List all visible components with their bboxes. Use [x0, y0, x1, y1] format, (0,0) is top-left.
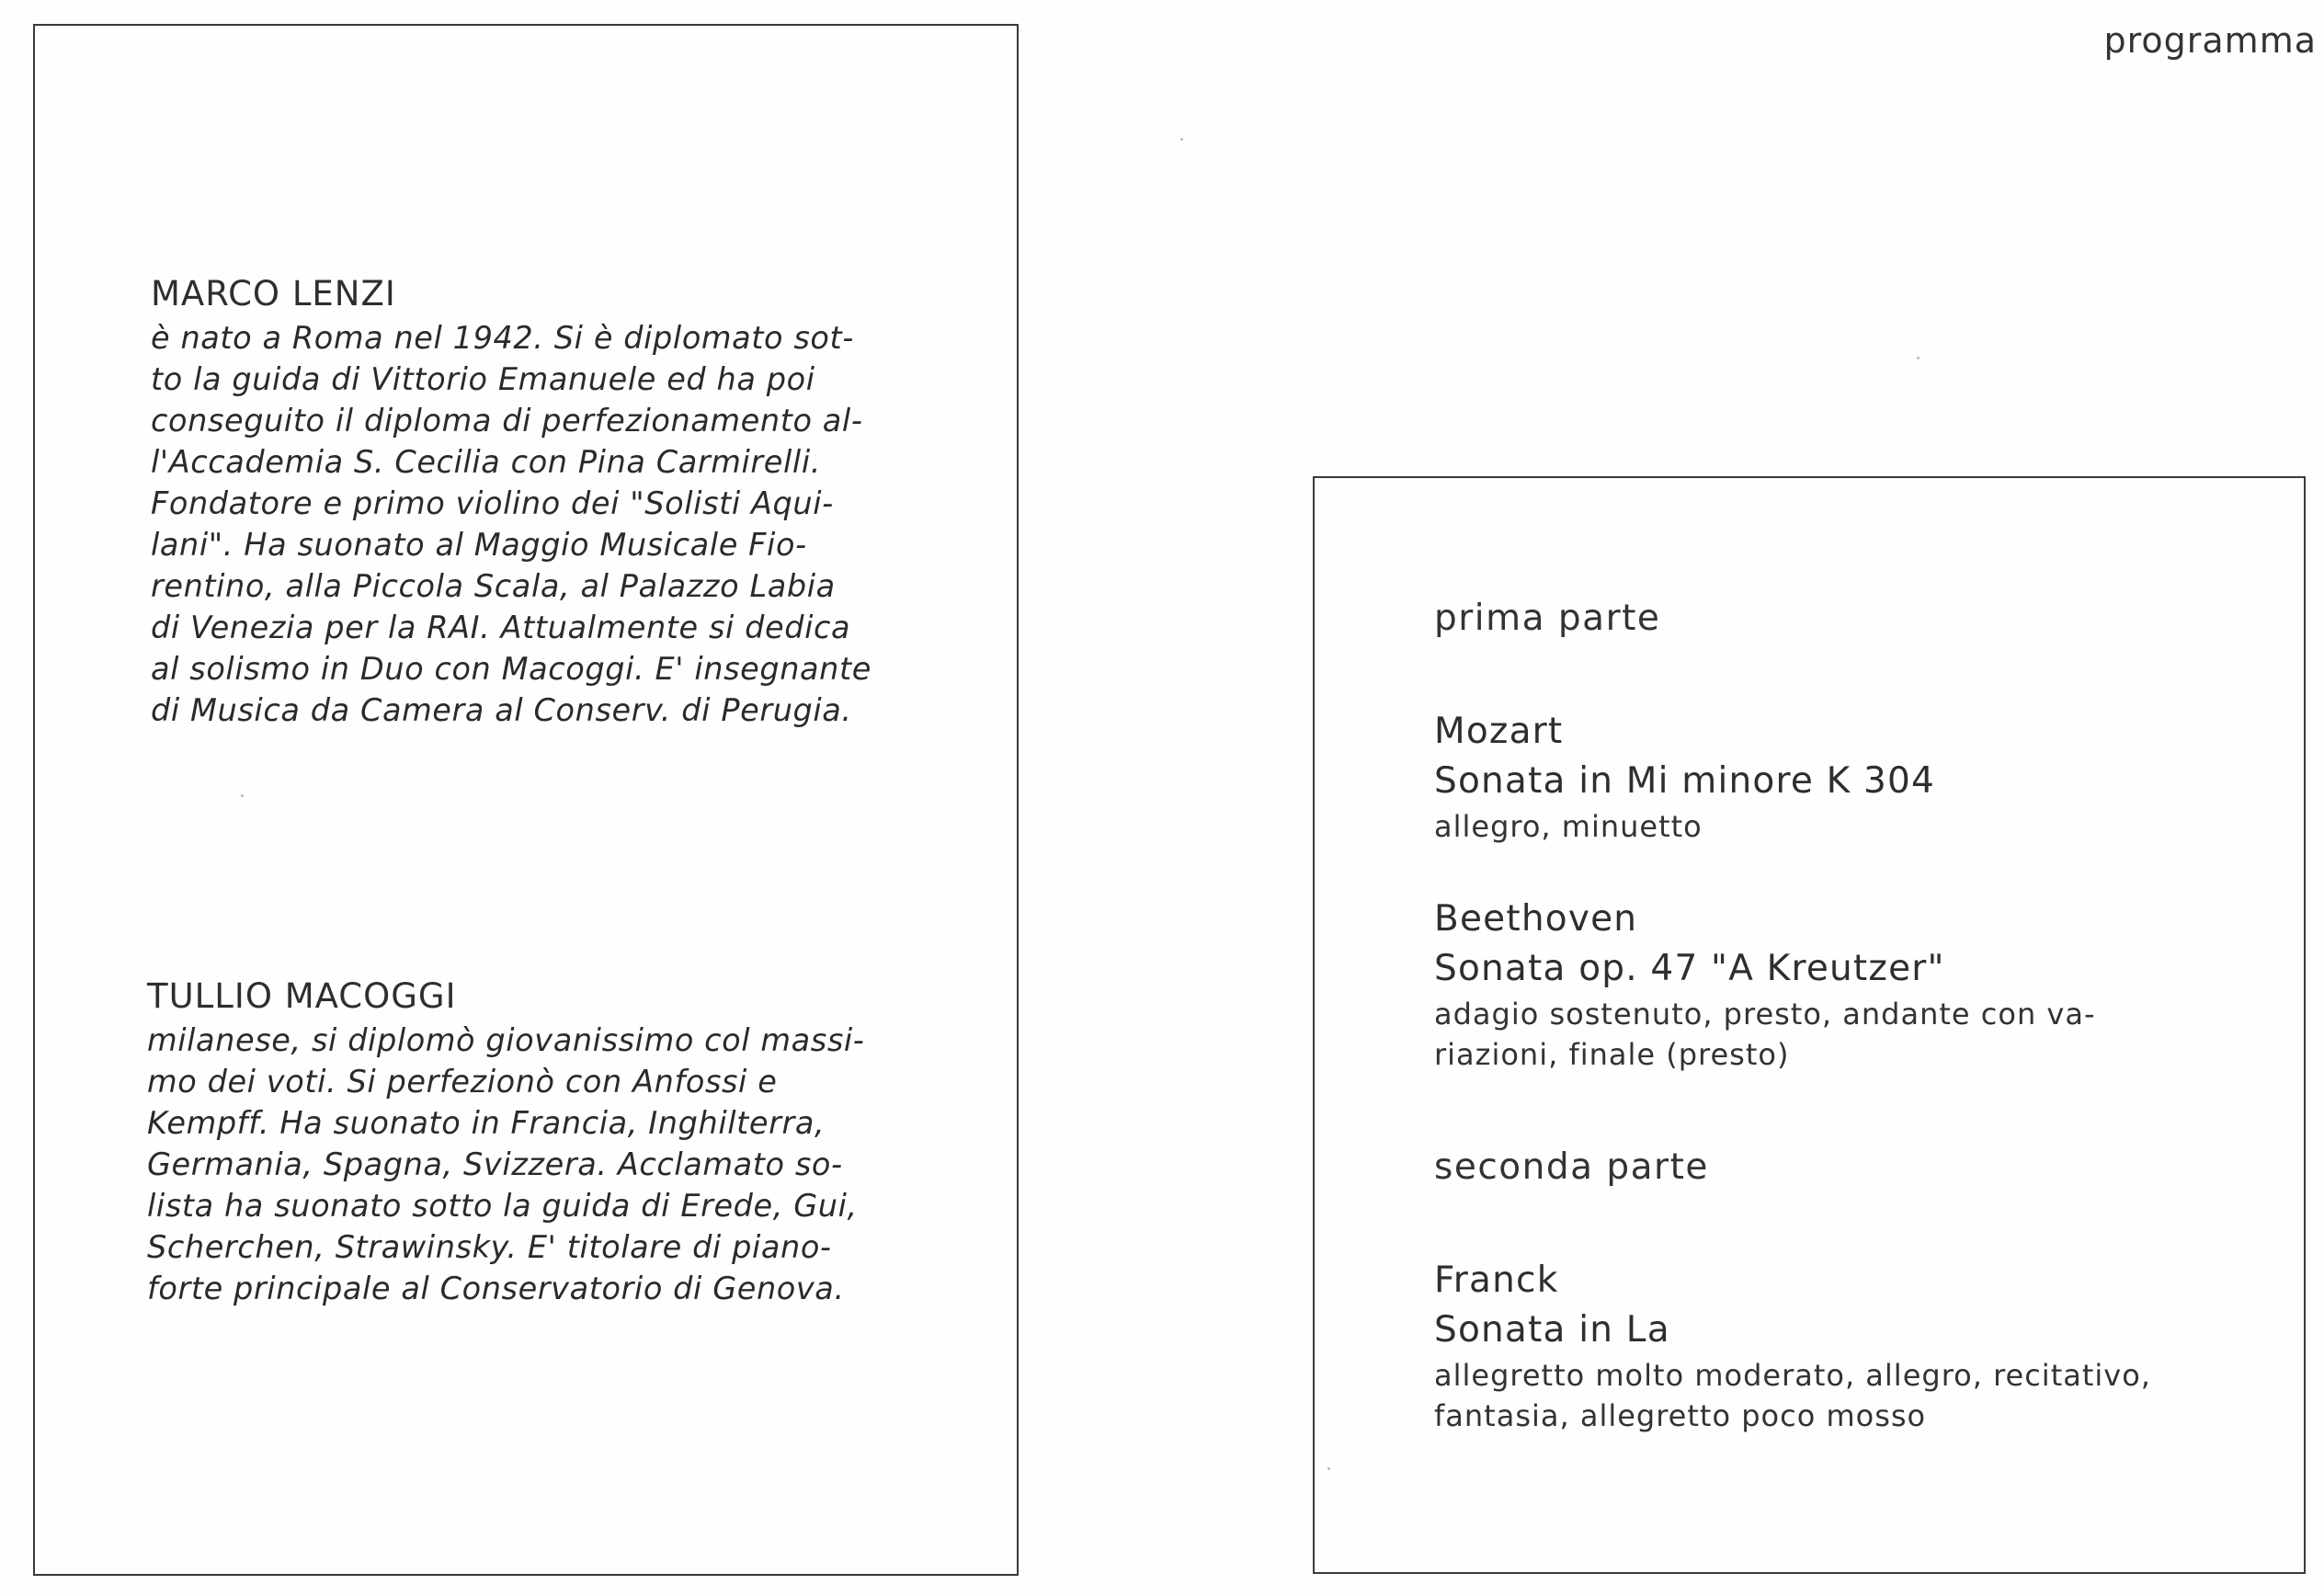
composer: Mozart	[1434, 711, 1564, 752]
bio-line: Germania, Spagna, Svizzera. Acclamato so-	[147, 1146, 843, 1182]
biography-macoggi	[147, 976, 901, 1309]
paper-speck	[1327, 1467, 1330, 1470]
movements	[1434, 994, 2243, 1075]
bio-line: Scherchen, Strawinsky. E' titolare di piano-	[147, 1229, 832, 1265]
bio-name: MARCO LENZI	[151, 274, 396, 314]
bio-line: di Venezia per la RAI. Attualmente si dedica	[151, 610, 851, 645]
bio-text	[147, 1020, 901, 1309]
work-title: Sonata in Mi minore K 304	[1434, 760, 1936, 802]
bio-line: forte principale al Conservatorio di Genova.	[147, 1271, 845, 1306]
paper-speck	[1180, 138, 1183, 141]
corner-label: programma	[2103, 20, 2317, 61]
piece-beethoven	[1434, 895, 2243, 1075]
movements	[1434, 1355, 2243, 1436]
part-heading-first: prima parte	[1434, 598, 1661, 639]
bio-line: lani". Ha suonato al Maggio Musicale Fio-	[151, 527, 807, 563]
bio-line: Fondatore e primo violino dei "Solisti Aqui-	[151, 485, 834, 521]
movement-line: allegro, minuetto	[1434, 809, 1703, 844]
movement-line: fantasia, allegretto poco mosso	[1434, 1398, 1927, 1433]
part-heading-second: seconda parte	[1434, 1146, 1709, 1188]
bio-line: è nato a Roma nel 1942. Si è diplomato sot-	[151, 320, 854, 356]
work-title: Sonata op. 47 "A Kreutzer"	[1434, 948, 1945, 989]
paper-speck	[241, 794, 244, 797]
biography-lenzi	[151, 274, 905, 731]
piece-franck	[1434, 1256, 2243, 1436]
bio-line: l'Accademia S. Cecilia con Pina Carmirelli.	[151, 444, 821, 480]
composer: Beethoven	[1434, 898, 1638, 940]
movements	[1434, 806, 2243, 847]
movement-line: riazioni, finale (presto)	[1434, 1037, 1790, 1072]
paper-speck	[1917, 357, 1920, 359]
concert-program	[1434, 598, 2243, 1436]
bio-line: di Musica da Camera al Conserv. di Perugia.	[151, 692, 852, 728]
bio-name: TULLIO MACOGGI	[147, 976, 457, 1016]
movement-line: adagio sostenuto, presto, andante con va-	[1434, 997, 2096, 1032]
bio-line: conseguito il diploma di perfezionamento al-	[151, 403, 863, 439]
bio-line: mo dei voti. Si perfezionò con Anfossi e	[147, 1064, 778, 1100]
bio-line: al solismo in Duo con Macoggi. E' insegnante	[151, 651, 872, 687]
composer: Franck	[1434, 1260, 1559, 1301]
bio-line: milanese, si diplomò giovanissimo col massi-	[147, 1022, 865, 1058]
bio-line: Kempff. Ha suonato in Francia, Inghilterra,	[147, 1105, 826, 1141]
bio-line: to la guida di Vittorio Emanuele ed ha poi	[151, 361, 815, 397]
movement-line: allegretto molto moderato, allegro, recitativo,	[1434, 1358, 2151, 1393]
piece-mozart	[1434, 707, 2243, 847]
bio-text	[151, 317, 905, 731]
work-title: Sonata in La	[1434, 1309, 1670, 1351]
bio-line: lista ha suonato sotto la guida di Erede, Gui,	[147, 1188, 858, 1224]
bio-line: rentino, alla Piccola Scala, al Palazzo Labia	[151, 568, 836, 604]
biographies-frame	[33, 24, 1019, 1576]
